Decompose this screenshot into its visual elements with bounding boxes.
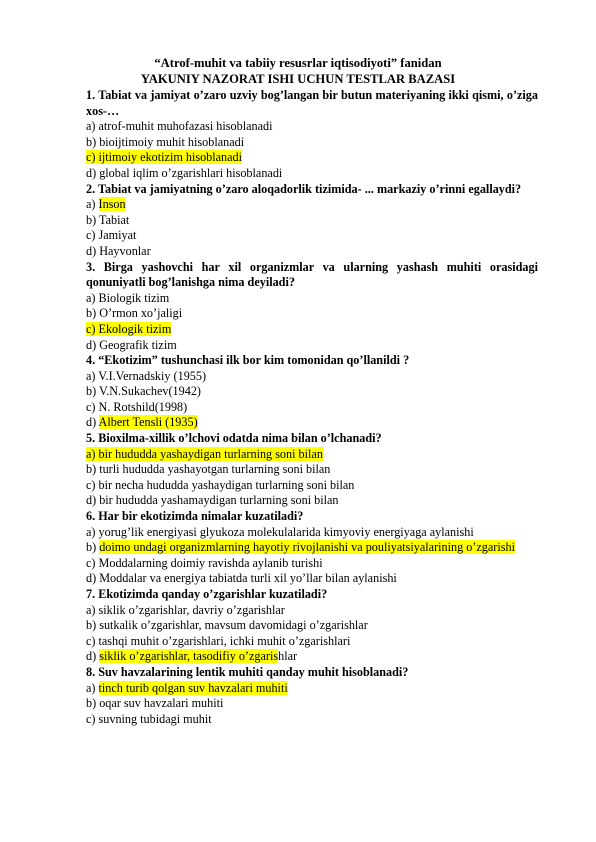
option-text: b) oqar suv havzalari muhiti [86, 696, 224, 711]
question-text: 3. Birga yashovchi har xil organizmlar va ularning yashash muhiti orasidagi qonuniyatli bog’lanishga nima deyiladi? [86, 259, 538, 290]
option-text: b) sutkalik o’zgarishlar, mavsum davomidagi o’zgarishlar [86, 618, 368, 633]
option-text: c) tashqi muhit o’zgarishlari, ichki muhit o’zgarishlari [86, 633, 351, 648]
option-text: b) V.N.Sukachev(1942) [86, 384, 201, 399]
option-text: b) Tabiat [86, 212, 130, 227]
question-list [86, 88, 538, 727]
answer-option [86, 166, 538, 182]
question-text: 5. Bioxilma-xillik o’lchovi odatda nima bilan o’lchanadi? [86, 431, 382, 446]
answer-option [86, 338, 538, 354]
option-text: d) Geografik tizim [86, 337, 177, 352]
highlighted-answer: tinch turib qolgan suv havzalari muhiti [98, 680, 288, 695]
answer-option [86, 447, 538, 463]
answer-option [86, 150, 538, 166]
answer-option [86, 571, 538, 587]
answer-option [86, 493, 538, 509]
answer-option [86, 135, 538, 151]
highlighted-answer: siklik o’zgarishlar, tasodifiy o’zgaris [99, 649, 279, 664]
answer-option [86, 649, 538, 665]
option-text: d) [86, 649, 100, 664]
option-text: a) V.I.Vernadskiy (1955) [86, 368, 207, 383]
option-text: a) [86, 197, 99, 212]
option-text: b) [86, 540, 100, 555]
answer-option [86, 462, 538, 478]
option-text: a) [86, 680, 99, 695]
option-text: c) bir necha hududda yashaydigan turlarning soni bilan [86, 477, 355, 492]
option-text: c) N. Rotshild(1998) [86, 399, 188, 414]
option-text: d) bir hududda yashamaydigan turlarning soni bilan [86, 493, 339, 508]
question-text: 7. Ekotizimda qanday o’zgarishlar kuzatiladi? [86, 587, 328, 601]
question-text: 2. Tabiat va jamiyatning o’zaro aloqadorlik tizimida- ... markaziy o’rinni egallaydi? [86, 181, 522, 196]
answer-option [86, 415, 538, 431]
option-text: d) Hayvonlar [86, 243, 151, 258]
answer-option [86, 634, 538, 650]
answer-option [86, 478, 538, 494]
answer-option [86, 681, 538, 697]
option-text: c) suvning tubidagi muhit [86, 711, 212, 726]
highlighted-answer: c) ijtimoiy ekotizim hisoblanadi [86, 150, 243, 165]
answer-option [86, 119, 538, 135]
answer-option [86, 618, 538, 634]
document-title: “Atrof-muhit va tabiiy resusrlar iqtisodiyoti” fanidan [154, 56, 442, 70]
answer-option [86, 696, 538, 712]
answer-option [86, 322, 538, 338]
answer-option [86, 369, 538, 385]
answer-option [86, 197, 538, 213]
question-text: 4. “Ekotizim” tushunchasi ilk bor kim tomonidan qo’llanildi ? [86, 353, 410, 368]
option-text: a) yorug’lik energiyasi glyukoza molekulalarida kimyoviy energiyaga aylanishi [86, 524, 474, 539]
option-text: d) Moddalar va energiya tabiatda turli xil yo’llar bilan aylanishi [86, 571, 397, 586]
highlighted-answer: Inson [98, 197, 126, 212]
option-text: a) Biologik tizim [86, 290, 170, 305]
option-text: d) [86, 415, 99, 430]
answer-option [86, 306, 538, 322]
option-text: c) Jamiyat [86, 228, 137, 243]
answer-option [86, 556, 538, 572]
question-text: 6. Har bir ekotizimda nimalar kuzatiladi? [86, 509, 304, 524]
answer-option [86, 400, 538, 416]
answer-option [86, 291, 538, 307]
option-text: b) bioijtimoiy muhit hisoblanadi [86, 134, 245, 149]
answer-option [86, 228, 538, 244]
question-text: 8. Suv havzalarining lentik muhiti qanday muhit hisoblanadi? [86, 664, 409, 679]
highlighted-answer: Albert Tensli (1935) [98, 415, 198, 430]
option-text: b) O’rmon xo’jaligi [86, 306, 183, 321]
highlighted-answer: doimo undagi organizmlarning hayotiy rivojlanishi va pouliyatsiyalarining o’zgarishi [99, 540, 515, 555]
highlighted-answer: c) Ekologik tizim [86, 321, 172, 336]
document-subtitle: YAKUNIY NAZORAT ISHI UCHUN TESTLAR BAZASI [140, 72, 456, 86]
question-text: 1. Tabiat va jamiyat o’zaro uzviy bog’langan bir butun materiyaning ikki qismi, o’ziga xos-… [86, 88, 538, 118]
answer-option [86, 603, 538, 619]
highlighted-answer: a) bir hududda yashaydigan turlarning soni bilan [86, 446, 323, 461]
answer-option [86, 712, 538, 728]
option-text: a) atrof-muhit muhofazasi hisoblanadi [86, 119, 273, 134]
answer-option [86, 384, 538, 400]
option-text: hlar [278, 649, 298, 664]
answer-option [86, 213, 538, 229]
answer-option [86, 525, 538, 541]
option-text: b) turli hududda yashayotgan turlarning soni bilan [86, 462, 331, 477]
answer-option [86, 244, 538, 260]
option-text: d) global iqlim o’zgarishlari hisoblanadi [86, 165, 283, 180]
option-text: a) siklik o’zgarishlar, davriy o’zgarishlar [86, 602, 285, 617]
answer-option [86, 540, 538, 556]
option-text: c) Moddalarning doimiy ravishda aylanib turishi [86, 555, 323, 570]
